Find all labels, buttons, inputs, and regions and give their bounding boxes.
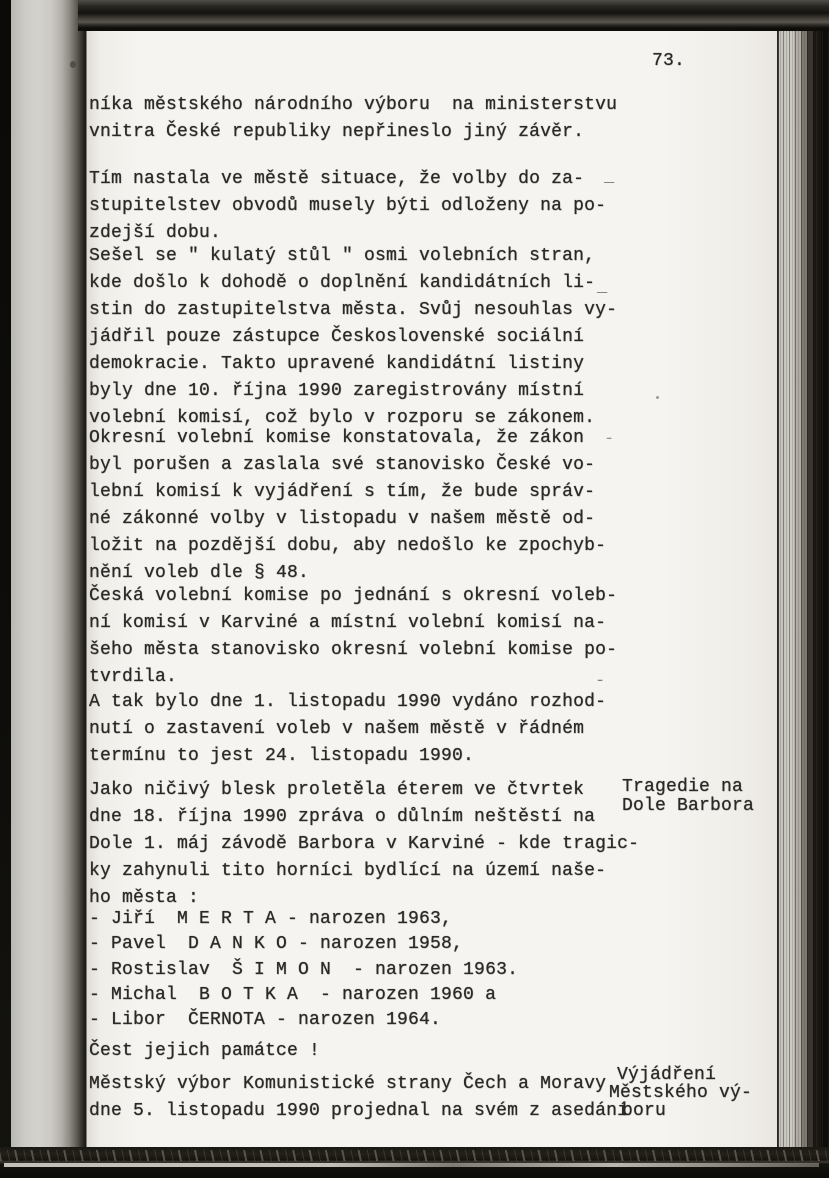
- margin-note-line: Dole Barbora: [622, 796, 755, 816]
- underscore-artifact: _: [597, 278, 608, 297]
- list-item: - Michal B O T K A - narozen 1960 a: [89, 984, 497, 1005]
- scan-bottom-highlight: [4, 1163, 819, 1167]
- text-line: byl porušen a zaslala své stanovisko České vo-: [89, 455, 596, 475]
- margin-note-tragedy: [622, 778, 754, 816]
- body-paragraph: [89, 1071, 628, 1125]
- text-line: ní komisí v Karviné a místní volební komisí na-: [89, 613, 607, 633]
- body-paragraph: [89, 689, 606, 770]
- body-paragraph: [89, 583, 617, 691]
- list-item: - Pavel D A N K O - narozen 1958,: [89, 934, 464, 955]
- text-line: Okresní volební komise konstatovala, že zákon: [89, 428, 585, 448]
- body-paragraph: [89, 777, 639, 912]
- scan-top-edge: [78, 0, 829, 31]
- ink-speck: [656, 396, 659, 399]
- margin-note-line: Tragedie na: [622, 777, 744, 797]
- text-line: lební komisí k vyjádření s tím, že bude správ-: [89, 482, 596, 502]
- body-paragraph: [89, 166, 606, 247]
- text-line: ky zahynuli tito horníci bydlící na území naše-: [89, 861, 607, 881]
- list-item: - Rostislav Š I M O N - narozen 1963.: [89, 959, 519, 980]
- text-line: šeho města stanovisko okresní volební komise po-: [89, 640, 618, 660]
- text-line: kde došlo k dohodě o doplnění kandidátních li-: [89, 273, 596, 293]
- text-line: termínu to jest 24. listopadu 1990.: [89, 746, 475, 766]
- dash-artifact: -: [604, 430, 615, 449]
- body-paragraph: [89, 425, 606, 587]
- text-line: Sešel se " kulatý stůl " osmi volebních stran,: [89, 246, 596, 266]
- text-line: Čest jejich památce !: [89, 1041, 321, 1061]
- text-line: Městský výbor Komunistické strany Čech a Moravy: [89, 1074, 607, 1094]
- scan-bottom-edge: [0, 1147, 829, 1178]
- scan-left-edge: [0, 0, 11, 1178]
- text-line: stin do zastupitelstva města. Svůj nesouhlas vy-: [89, 300, 618, 320]
- text-line: níka městského národního výboru na ministerstvu: [89, 95, 618, 115]
- text-line: Česká volební komise po jednání s okresní voleb-: [89, 586, 618, 606]
- body-paragraph: [89, 92, 617, 146]
- dash-artifact: -: [595, 672, 606, 691]
- page-number: 73.: [652, 51, 686, 71]
- ink-speck: [70, 61, 76, 68]
- text-line: ložit na pozdější dobu, aby nedošlo ke zpochyb-: [89, 536, 607, 556]
- scan-scratch-texture: [0, 1150, 829, 1161]
- margin-note-line: Městského vý-: [609, 1083, 753, 1103]
- text-line: stupitelstev obvodů musely býti odloženy na po-: [89, 196, 607, 216]
- text-line: tvrdila.: [89, 667, 178, 687]
- text-line: A tak bylo dne 1. listopadu 1990 vydáno rozhod-: [89, 692, 607, 712]
- text-line: demokracie. Takto upravené kandidátní listiny: [89, 354, 585, 374]
- text-line: volební komisí, což bylo v rozporu se zákonem.: [89, 408, 596, 428]
- text-line: nění voleb dle § 48.: [89, 563, 310, 583]
- text-line: dne 18. října 1990 zpráva o důlním neštěstí na: [89, 807, 596, 827]
- text-line: né zákonné volby v listopadu v našem městě od-: [89, 509, 596, 529]
- list-item: - Libor ČERNOTA - narozen 1964.: [89, 1010, 442, 1031]
- text-line: dne 5. listopadu 1990 projednal na svém z asedání: [89, 1101, 629, 1121]
- text-line: vnitra České republiky nepřineslo jiný závěr.: [89, 122, 585, 142]
- text-line: nutí o zastavení voleb v našem městě v řádném: [89, 719, 585, 739]
- margin-note-statement: [609, 1066, 752, 1120]
- text-line: zdejší dobu.: [89, 223, 222, 243]
- margin-note-line: Výjádření: [617, 1065, 717, 1085]
- page-curl-right-edge: [777, 0, 829, 1178]
- text-line: ho města :: [89, 888, 200, 908]
- body-paragraph: [89, 243, 617, 432]
- victims-list: [89, 907, 518, 1033]
- text-line: jádřil pouze zástupce Československé sociální: [89, 327, 585, 347]
- text-line: Tím nastala ve městě situace, že volby do za-: [89, 169, 585, 189]
- margin-note-line: boru: [622, 1101, 667, 1121]
- text-line: Jako ničivý blesk proletěla éterem ve čtvrtek: [89, 780, 585, 800]
- text-line: byly dne 10. října 1990 zaregistrovány místní: [89, 381, 585, 401]
- body-paragraph: [89, 1038, 320, 1065]
- list-item: - Jiří M E R T A - narozen 1963,: [89, 909, 453, 929]
- text-line: Dole 1. máj závodě Barbora v Karviné - kde tragic-: [89, 834, 640, 854]
- underscore-artifact: _: [604, 168, 615, 187]
- book-gutter-edge: [11, 0, 87, 1178]
